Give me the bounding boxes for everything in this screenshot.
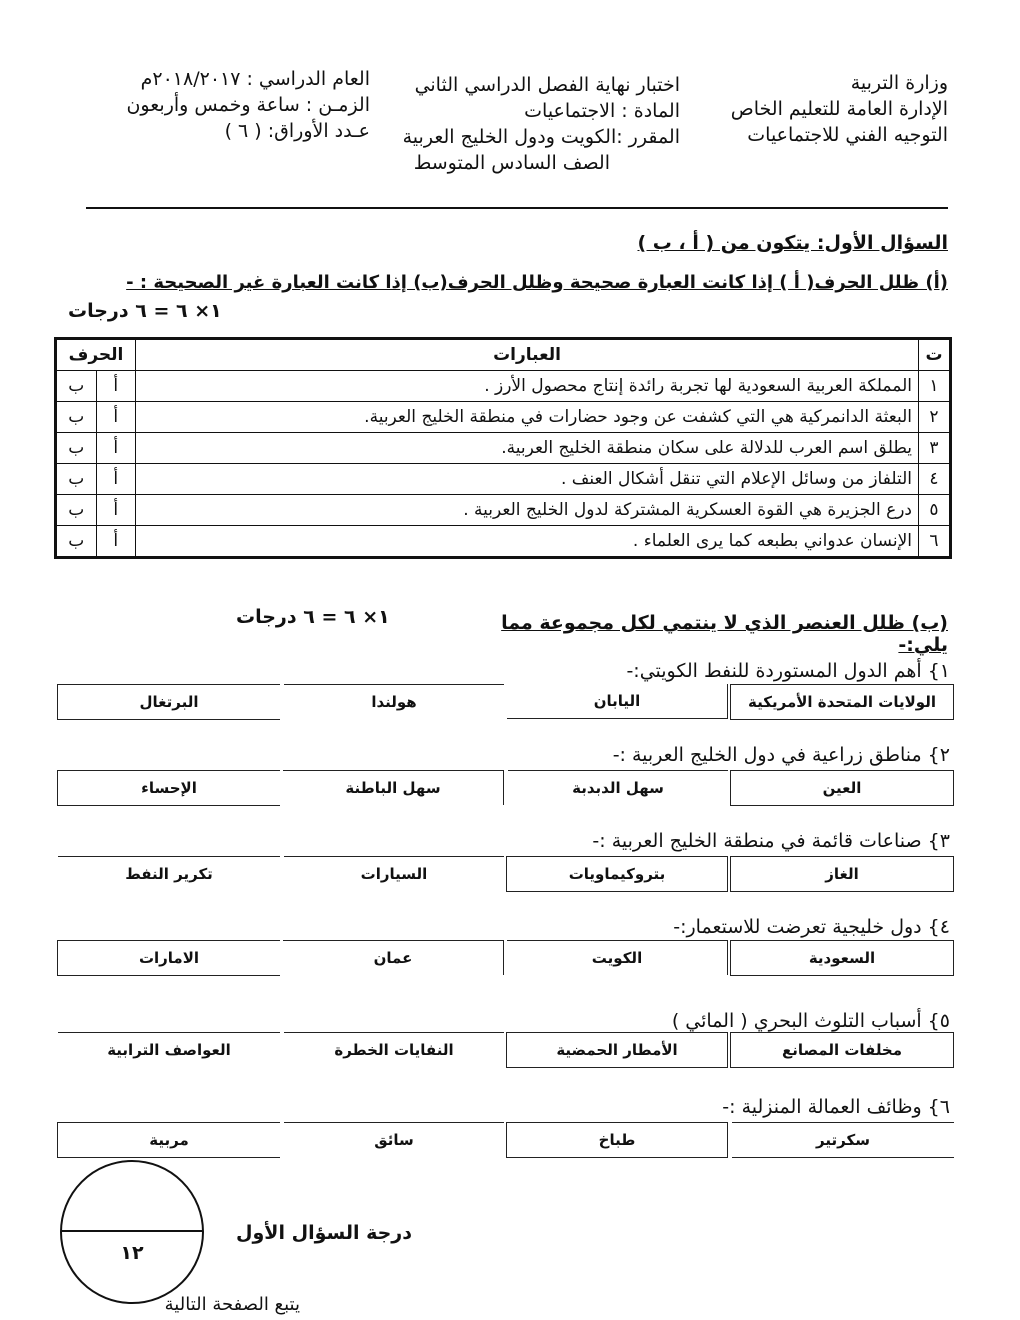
header-ministry [688,70,948,148]
group-6-options [56,1122,954,1158]
answer-a[interactable]: أ [96,495,135,526]
option[interactable]: الأمطار الحمضية [506,1032,728,1068]
option[interactable]: السيارات [284,856,504,891]
option[interactable]: الامارات [57,940,280,976]
score-label: درجة السؤال الأول [236,1222,412,1244]
answer-b[interactable]: ب [56,495,97,526]
table-row [56,495,951,526]
col-number-header: ت [919,339,951,371]
answer-a[interactable]: أ [96,402,135,433]
partB-instruction: (ب) ظلل العنصر الذي لا ينتمي لكل مجموعة مما يلي:- [501,612,948,656]
group-1-title: ١} أهم الدول المستوردة للنفط الكويتي:- [626,660,950,682]
score-total: ١٢ [120,1242,144,1264]
col-letter-header: الحرف [56,339,136,371]
q1-title: السؤال الأول: يتكون من ( أ ، ب ) [637,232,948,254]
answer-b[interactable]: ب [56,526,97,558]
table-row [56,433,951,464]
statement-text: درع الجزيرة هي القوة العسكرية المشتركة لدول الخليج العربية . [136,495,919,526]
exam-title: اختبار نهاية الفصل الدراسي الثاني [414,74,680,96]
row-number: ١ [919,371,951,402]
exam-subject: المادة : الاجتماعيات [524,100,680,122]
option[interactable]: مخلفات المصانع [730,1032,954,1068]
exam-course: المقرر :الكويت ودول الخليج العربية [402,126,680,148]
statement-text: الإنسان عدواني بطبعه كما يرى العلماء . [136,526,919,558]
option[interactable]: الولايات المتحدة الأمريكية [730,684,954,720]
footer-continue: يتبع الصفحة التالية [164,1294,300,1315]
group-1-options [56,684,954,720]
header-divider [86,207,948,209]
statement-text: التلفاز من وسائل الإعلام التي تنقل أشكال العنف . [136,464,919,495]
group-3-options [56,856,954,892]
option[interactable]: سهل الدبدبة [508,770,728,805]
group-6-title: ٦} وظائف العمالة المنزلية :- [722,1096,950,1118]
row-number: ٢ [919,402,951,433]
option[interactable]: العواصف الترابية [58,1032,280,1067]
option[interactable]: البرتغال [57,684,280,720]
row-number: ٦ [919,526,951,558]
partB-marks: ١× ٦ = ٦ درجات [236,606,390,628]
row-number: ٤ [919,464,951,495]
table-row [56,526,951,558]
header-exam-info [350,72,680,176]
answer-b[interactable]: ب [56,371,97,402]
option[interactable]: بتروكيماويات [506,856,728,892]
table-row [56,402,951,433]
statement-text: المملكة العربية السعودية لها تجربة رائدة إنتاج محصول الأرز . [136,371,919,402]
statement-text: يطلق اسم العرب للدلالة على سكان منطقة الخليج العربية. [136,433,919,464]
statement-text: البعثة الدانمركية هي التي كشفت عن وجود حضارات في منطقة الخليج العربية. [136,402,919,433]
option[interactable]: الإحساء [57,770,280,806]
option[interactable]: سكرتير [732,1122,954,1158]
option[interactable]: تكرير النفط [58,856,280,891]
row-number: ٣ [919,433,951,464]
partA-instruction: (أ) ظلل الحرف( أ ) إذا كانت العبارة صحيحة وظلل الحرف(ب) إذا كانت العبارة غير الصحيحة : - [126,272,948,293]
option[interactable]: سهل الباطنة [283,770,504,805]
exam-duration: الزمـن : ساعة وخمس وأربعون [126,94,370,116]
score-divider [62,1230,202,1232]
option[interactable]: سائق [284,1122,504,1157]
academic-year: العام الدراسي : ٢٠١٨/٢٠١٧م [140,68,370,90]
answer-b[interactable]: ب [56,464,97,495]
option[interactable]: الغاز [730,856,954,892]
partA-marks: ١× ٦ = ٦ درجات [68,300,222,322]
statements-table [54,337,952,559]
group-4-options [56,940,954,976]
group-3-title: ٣} صناعات قائمة في منطقة الخليج العربية :- [592,830,950,852]
option[interactable]: النفايات الخطرة [284,1032,504,1067]
option[interactable]: مربية [57,1122,280,1158]
ministry-line-2: الإدارة العامة للتعليم الخاص [730,98,948,120]
option[interactable]: السعودية [730,940,954,976]
exam-grade: الصف السادس المتوسط [413,152,610,174]
option[interactable]: طباخ [506,1122,728,1158]
answer-b[interactable]: ب [56,402,97,433]
pages-count: عـدد الأوراق: ( ٦ ) [224,120,370,142]
table-row [56,464,951,495]
group-5-options [56,1032,954,1068]
score-circle [60,1160,204,1304]
ministry-line-1: وزارة التربية [850,72,948,94]
answer-a[interactable]: أ [96,526,135,558]
answer-b[interactable]: ب [56,433,97,464]
ministry-line-3: التوجيه الفني للاجتماعيات [747,124,948,146]
header-year-info [70,66,370,144]
row-number: ٥ [919,495,951,526]
answer-a[interactable]: أ [96,464,135,495]
option[interactable]: عمان [283,940,504,975]
option[interactable]: الكويت [507,940,728,975]
answer-a[interactable]: أ [96,371,135,402]
option[interactable]: اليابان [507,684,728,719]
table-header-row [56,339,951,371]
table-row [56,371,951,402]
group-2-options [56,770,954,806]
group-4-title: ٤} دول خليجية تعرضت للاستعمار:- [673,916,950,938]
option[interactable]: العين [730,770,954,806]
answer-a[interactable]: أ [96,433,135,464]
col-statements-header: العبارات [136,339,919,371]
option[interactable]: هولندا [284,684,504,719]
group-2-title: ٢} مناطق زراعية في دول الخليج العربية :- [612,744,950,766]
group-5-title: ٥} أسباب التلوث البحري ( المائي ) [671,1010,950,1032]
